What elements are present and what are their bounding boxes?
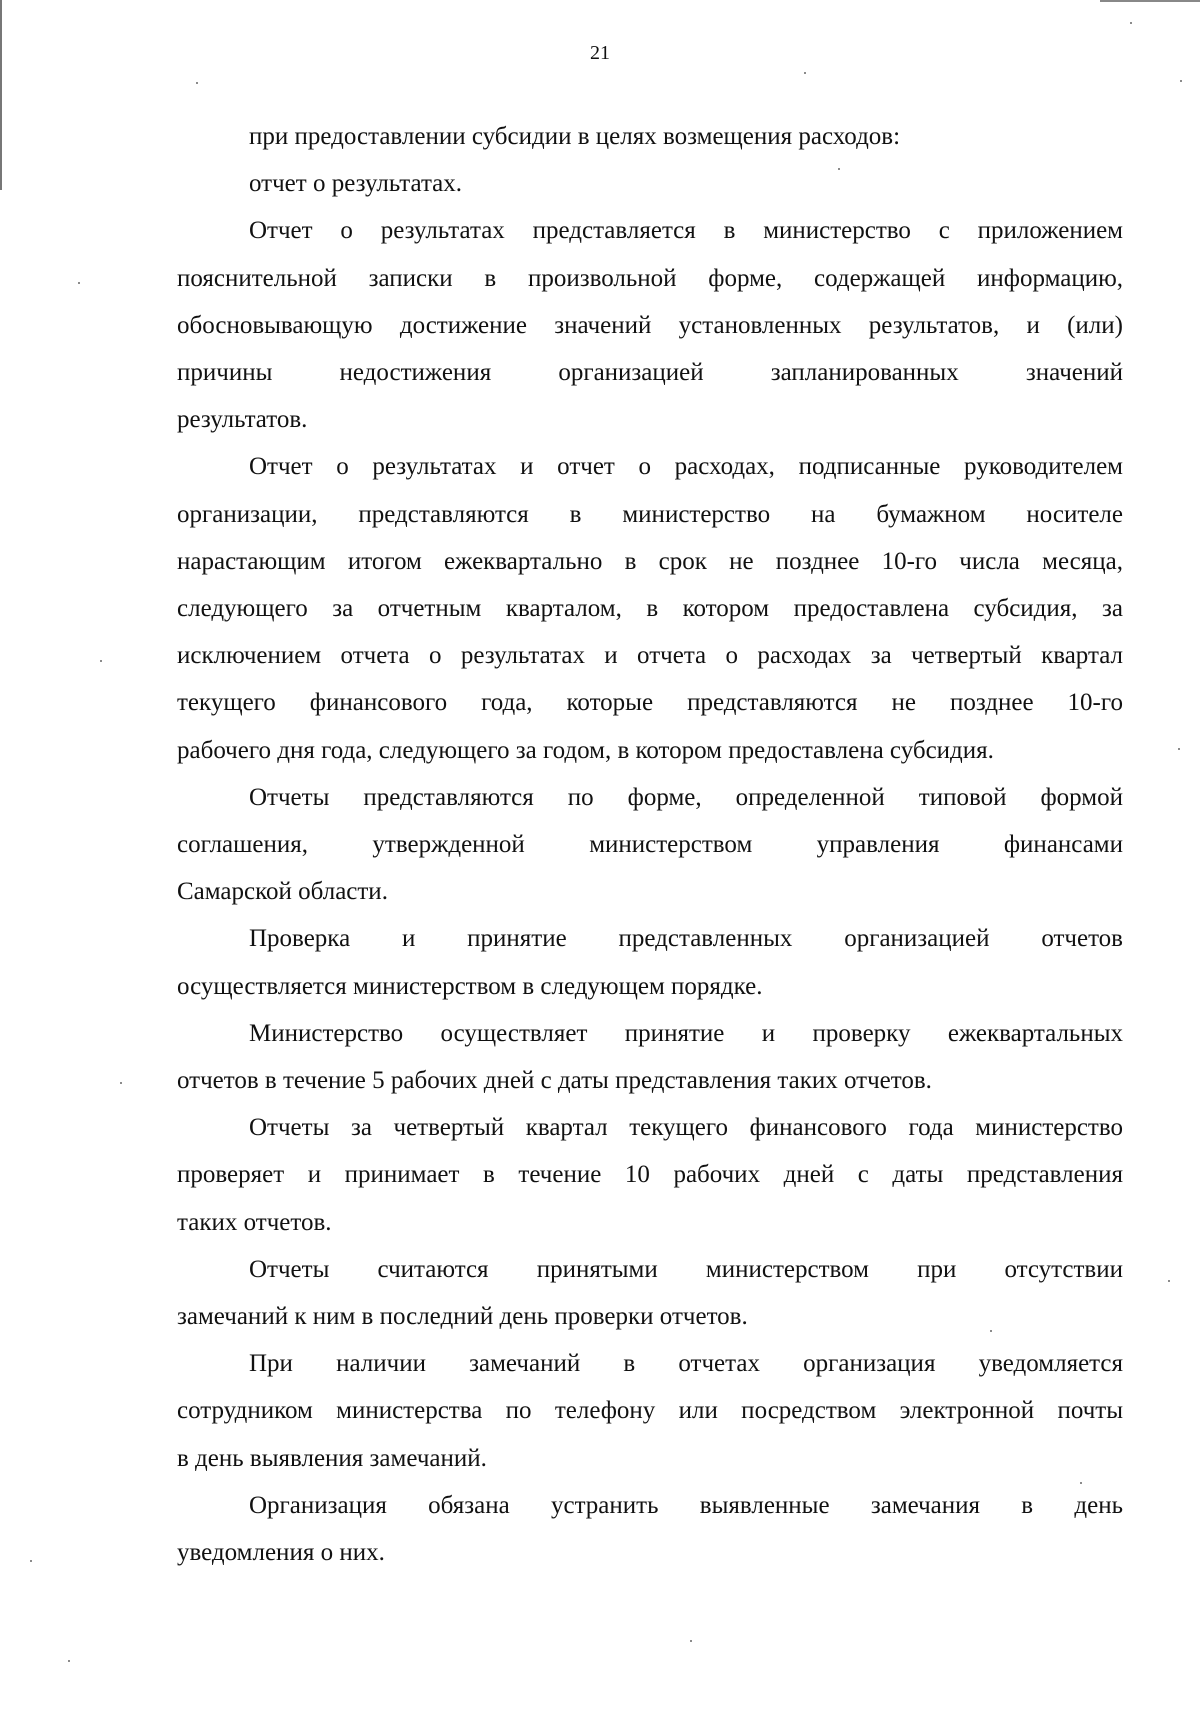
speck <box>1180 80 1182 82</box>
text-line: отчетов в течение 5 рабочих дней с даты представления таких отчетов. <box>177 1067 932 1095</box>
text-line: При наличии замечаний в отчетах организация уведомляется <box>249 1350 1123 1378</box>
paragraph <box>177 1482 1123 1576</box>
speck <box>1178 748 1180 750</box>
text-line: рабочего дня года, следующего за годом, в котором предоставлена субсидия. <box>177 736 994 764</box>
text-line: отчет о результатах. <box>249 170 463 198</box>
paragraph <box>177 1340 1123 1482</box>
speck <box>78 282 80 284</box>
text-line: обосновывающую достижение значений установленных результатов, и (или) <box>177 311 1123 339</box>
text-line: Отчеты считаются принятыми министерством при отсутствии <box>249 1255 1123 1283</box>
text-line: Отчет о результатах представляется в министерство с приложением <box>249 217 1123 245</box>
text-line: текущего финансового года, которые представляются не позднее 10-го <box>177 689 1123 717</box>
text-line: Отчеты представляются по форме, определенной типовой формой <box>249 783 1123 811</box>
speck <box>1130 22 1132 24</box>
text-line: Отчеты за четвертый квартал текущего финансового года министерство <box>249 1114 1123 1142</box>
speck <box>30 1560 32 1562</box>
paragraph <box>177 1010 1123 1104</box>
paragraph <box>177 915 1123 1009</box>
paragraph <box>177 113 1123 160</box>
page-number: 21 <box>590 42 610 64</box>
speck <box>1080 1482 1082 1484</box>
text-line: осуществляется министерством в следующем порядке. <box>177 972 763 1000</box>
text-line: исключением отчета о результатах и отчета о расходах за четвертый квартал <box>177 642 1123 670</box>
text-line: организации, представляются в министерство на бумажном носителе <box>177 500 1123 528</box>
scan-left-edge <box>0 0 2 190</box>
text-line: таких отчетов. <box>177 1208 332 1236</box>
speck <box>804 72 806 74</box>
paragraph <box>177 1246 1123 1340</box>
text-line: результатов. <box>177 406 308 434</box>
speck <box>1168 1280 1170 1282</box>
paragraph <box>177 443 1123 773</box>
text-line: при предоставлении субсидии в целях возмещения расходов: <box>249 123 901 150</box>
speck <box>120 1082 122 1084</box>
paragraph <box>177 207 1123 443</box>
text-line: Отчет о результатах и отчет о расходах, подписанные руководителем <box>249 453 1123 481</box>
text-line: пояснительной записки в произвольной форме, содержащей информацию, <box>177 264 1123 292</box>
paragraph <box>177 1104 1123 1246</box>
paragraph <box>177 774 1123 916</box>
text-line: Организация обязана устранить выявленные замечания в день <box>249 1491 1123 1519</box>
text-line: следующего за отчетным кварталом, в котором предоставлена субсидия, за <box>177 595 1123 623</box>
text-line: причины недостижения организацией запланированных значений <box>177 359 1123 387</box>
speck <box>990 1330 992 1332</box>
speck <box>196 82 198 84</box>
paragraph <box>177 160 1123 207</box>
text-line: уведомления о них. <box>177 1539 385 1567</box>
text-line: замечаний к ним в последний день проверки отчетов. <box>177 1303 748 1331</box>
text-line: Проверка и принятие представленных организацией отчетов <box>249 925 1123 953</box>
speck <box>690 1640 692 1642</box>
scan-top-edge <box>1100 0 1200 2</box>
document-body <box>177 113 1123 1576</box>
text-line: Самарской области. <box>177 878 388 906</box>
text-line: проверяет и принимает в течение 10 рабочих дней с даты представления <box>177 1161 1123 1189</box>
text-line: нарастающим итогом ежеквартально в срок не позднее 10-го числа месяца, <box>177 547 1123 575</box>
speck <box>68 1660 70 1662</box>
text-line: в день выявления замечаний. <box>177 1444 487 1472</box>
text-line: сотрудником министерства по телефону или посредством электронной почты <box>177 1397 1123 1425</box>
speck <box>100 660 102 662</box>
speck <box>838 168 840 170</box>
text-line: Министерство осуществляет принятие и проверку ежеквартальных <box>249 1019 1123 1047</box>
text-line: соглашения, утвержденной министерством управления финансами <box>177 831 1123 859</box>
